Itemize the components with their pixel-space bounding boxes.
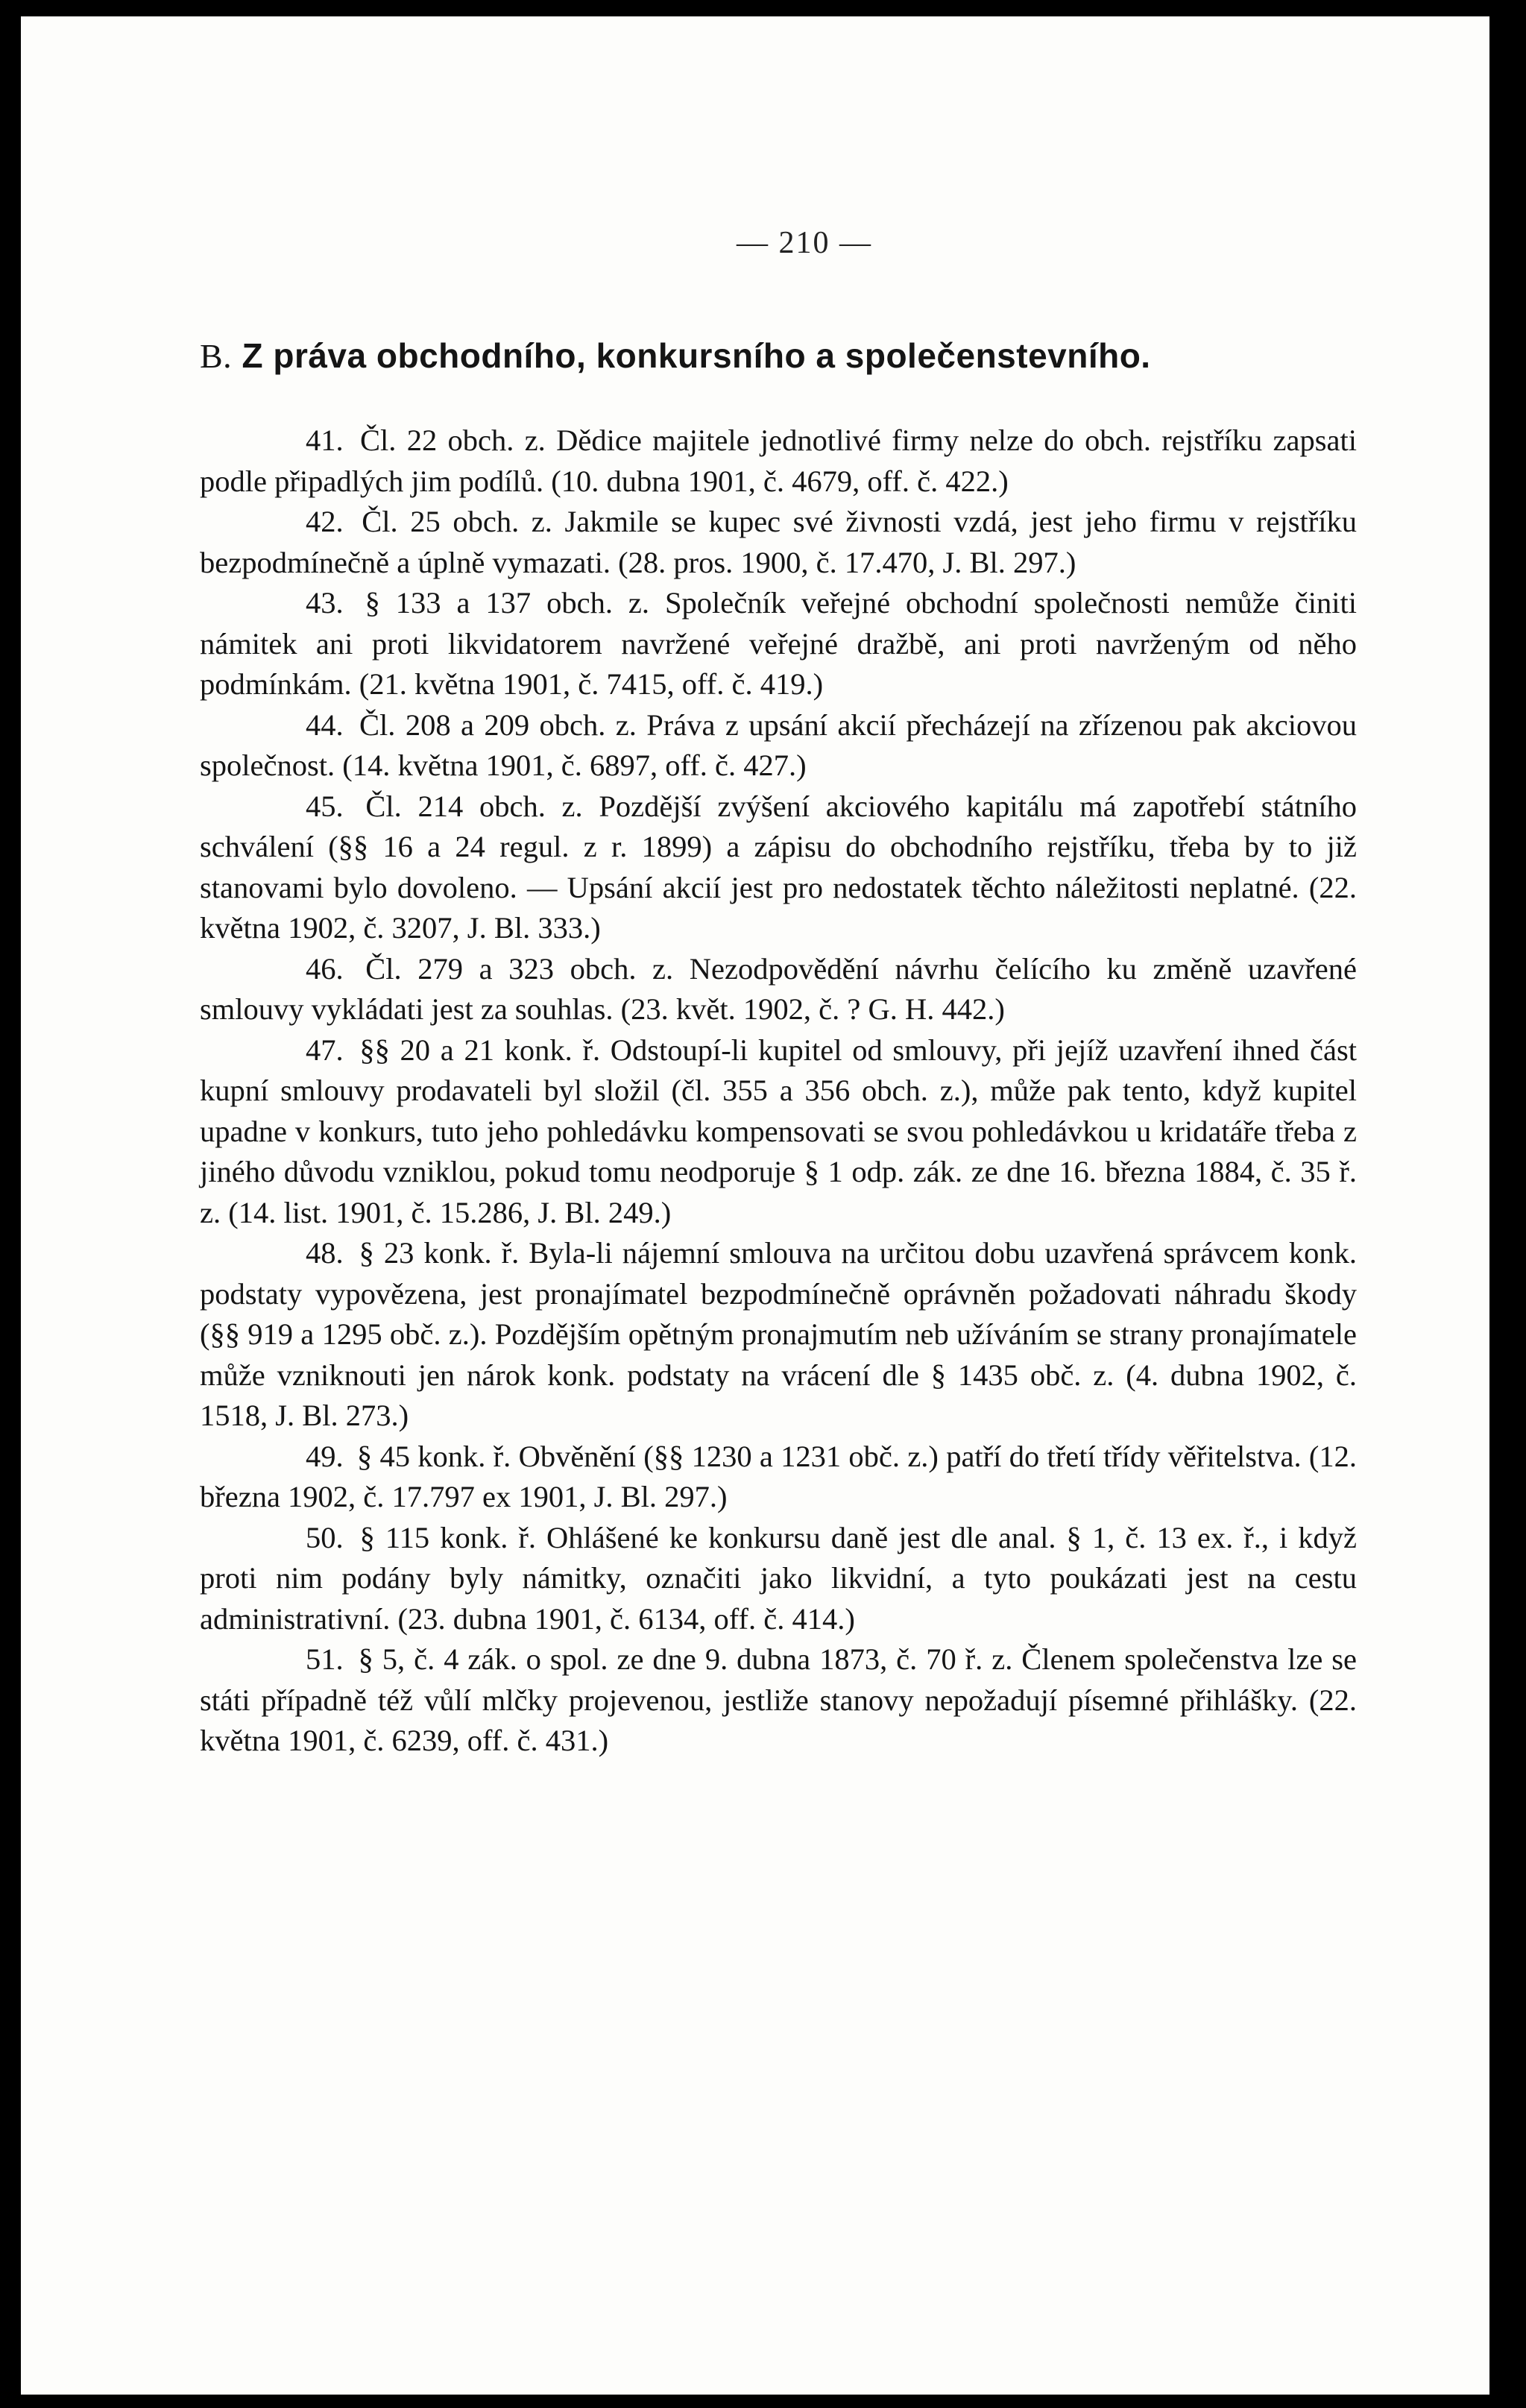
entry-number: 41. xyxy=(306,423,344,457)
entry-text: Čl. 214 obch. z. Pozdější zvýšení akciového kapitálu má zapotřebí státního schválení (§§ 16 a 24 regul. z r. 1899) a zápisu do obchodního rejstříku, třeba by to již stanovami bylo dovoleno. — Upsání akcií jest pro nedostatek těchto náležitosti neplatné. (22. května 1902, č. 3207, J. Bl. 333.) xyxy=(200,789,1358,945)
entry-45 xyxy=(200,787,1357,949)
entry-text: §§ 20 a 21 konk. ř. Odstoupí-li kupitel od smlouvy, při jejíž uzavření ihned část kupní smlouvy prodavateli byl složil (čl. 355 a 356 obch. z.), může pak tento, když kupitel upadne v konkurs, tuto jeho pohledávku kompensovati se svou pohledávkou u kridatáře třeba z jiného důvodu vzniklou, pokud tomu neodporuje § 1 odp. zák. ze dne 16. března 1884, č. 35 ř. z. (14. list. 1901, č. 15.286, J. Bl. 249.) xyxy=(200,1033,1357,1229)
entry-text: § 133 a 137 obch. z. Společník veřejné obchodní společnosti nemůže činiti námitek ani proti likvidatorem navržené veřejné dražbě, ani proti navrženým od něho podmínkám. (21. května 1901, č. 7415, off. č. 419.) xyxy=(200,586,1357,701)
section-title: Z práva obchodního, konkursního a společenstevního. xyxy=(242,336,1151,375)
entry-number: 45. xyxy=(306,789,344,823)
entry-44 xyxy=(200,705,1357,787)
entry-text: Čl. 25 obch. z. Jakmile se kupec své živnosti vzdá, jest jeho firmu v rejstříku bezpodmínečně a úplně vymazati. (28. pros. 1900, č. 17.470, J. Bl. 297.) xyxy=(200,505,1357,579)
entry-50 xyxy=(200,1518,1357,1640)
entry-43 xyxy=(200,583,1357,705)
entry-text: § 45 konk. ř. Obvěnění (§§ 1230 a 1231 obč. z.) patří do třetí třídy věřitelstva. (12. března 1902, č. 17.797 ex 1901, J. Bl. 297.) xyxy=(200,1439,1357,1513)
entry-number: 42. xyxy=(306,505,344,538)
entry-48 xyxy=(200,1233,1357,1437)
entry-42 xyxy=(200,502,1357,583)
entry-number: 48. xyxy=(306,1236,344,1270)
entry-text: Čl. 279 a 323 obch. z. Nezodpovědění návrhu čelícího ku změně uzavřené smlouvy vykládati jest za souhlas. (23. květ. 1902, č. ? G. H. 442.) xyxy=(200,951,1357,1026)
entry-46 xyxy=(200,949,1357,1030)
entry-text: Čl. 208 a 209 obch. z. Práva z upsání akcií přecházejí na zřízenou pak akciovou společnost. (14. května 1901, č. 6897, off. č. 427.) xyxy=(200,707,1357,782)
entry-47 xyxy=(200,1030,1357,1234)
entry-text: § 5, č. 4 zák. o spol. ze dne 9. dubna 1873, č. 70 ř. z. Členem společenstva lze se státi případně též vůlí mlčky projevenou, jestliže stanovy nepožadují písemné přihlášky. (22. května 1901, č. 6239, off. č. 431.) xyxy=(200,1642,1358,1757)
entry-list xyxy=(200,420,1357,1762)
section-letter: B. xyxy=(200,337,233,375)
page-content xyxy=(200,225,1357,1762)
entry-text: § 23 konk. ř. Byla-li nájemní smlouva na určitou dobu uzavřená správcem konk. podstaty vypovězena, jest pronajímatel bezpodmínečně oprávněn požadovati náhradu škody (§§ 919 a 1295 obč. z.). Pozdějším opětným pronajmutím neb užíváním se strany pronajímatele může vzniknouti jen nárok konk. podstaty na vrácení dle § 1435 obč. z. (4. dubna 1902, č. 1518, J. Bl. 273.) xyxy=(200,1236,1357,1432)
entry-number: 43. xyxy=(306,586,344,620)
entry-number: 47. xyxy=(306,1033,344,1067)
entry-number: 51. xyxy=(306,1642,344,1676)
entry-49 xyxy=(200,1437,1357,1518)
entry-number: 49. xyxy=(306,1439,344,1473)
page-number: — 210 — xyxy=(737,226,872,260)
entry-number: 46. xyxy=(306,951,344,986)
page-sheet xyxy=(21,16,1489,2395)
entry-41 xyxy=(200,420,1357,502)
entry-number: 44. xyxy=(306,707,344,742)
entry-number: 50. xyxy=(306,1520,344,1554)
entry-text: Čl. 22 obch. z. Dědice majitele jednotlivé firmy nelze do obch. rejstříku zapsati podle připadlých jim podílů. (10. dubna 1901, č. 4679, off. č. 422.) xyxy=(200,423,1358,498)
entry-text: § 115 konk. ř. Ohlášené ke konkursu daně jest dle anal. § 1, č. 13 ex. ř., i když proti nim podány byly námitky, označiti jako likvidní, a tyto poukázati jest na cestu administrativní. (23. dubna 1901, č. 6134, off. č. 414.) xyxy=(200,1520,1358,1636)
section-heading xyxy=(200,335,1357,376)
entry-51 xyxy=(200,1639,1357,1762)
